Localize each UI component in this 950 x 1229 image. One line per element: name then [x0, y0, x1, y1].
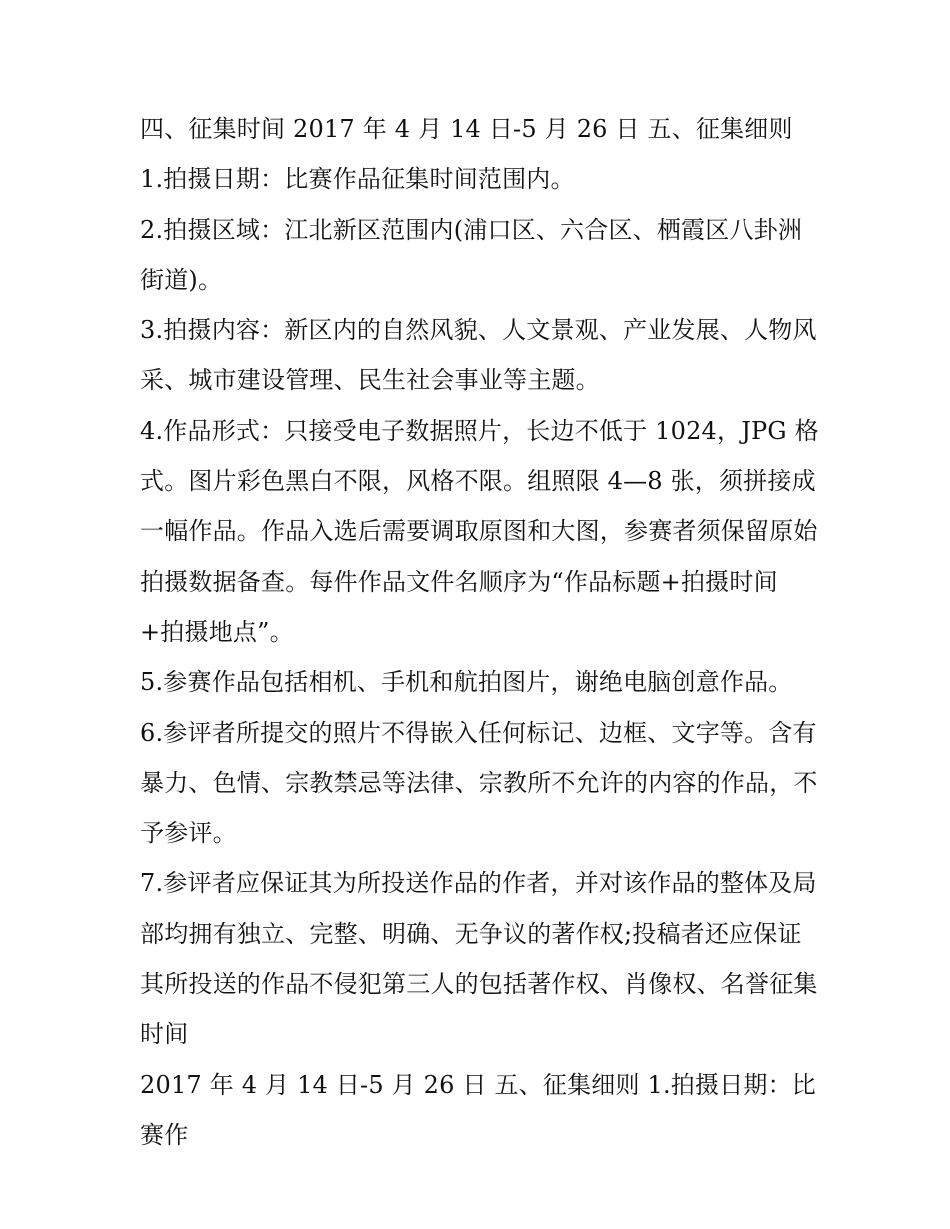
paragraph-repeated-time: 2017 年 4 月 14 日-5 月 26 日 五、征集细则 1.拍摄日期：比赛作 — [140, 1070, 816, 1149]
paragraph-content-restrictions: 6.参评者所提交的照片不得嵌入任何标记、边框、文字等。含有暴力、色情、宗教禁忌等法律、宗教所不允许的内容的作品，不予参评。 — [140, 718, 818, 848]
paragraph-work-sources: 5.参赛作品包括相机、手机和航拍图片，谢绝电脑创意作品。 — [140, 668, 793, 697]
paragraph-shooting-content: 3.拍摄内容：新区内的自然风貌、人文景观、产业发展、人物风采、城市建设管理、民生社会事业等主题。 — [140, 316, 817, 395]
paragraph-copyright: 7.参评者应保证其为所投送作品的作者，并对该作品的整体及局部均拥有独立、完整、明确、无争议的著作权;投稿者还应保证其所投送的作品不侵犯第三人的包括著作权、肖像权、名誉征集时间 — [140, 869, 818, 1049]
paragraph-work-format: 4.作品形式：只接受电子数据照片，长边不低于 1024，JPG 格式。图片彩色黑白不限，风格不限。组照限 4—8 张，须拼接成一幅作品。作品入选后需要调取原图和大图，参赛者须保留原始拍摄数据备查。每件作品文件名顺序为“作品标题+拍摄时间+拍摄地点”。 — [140, 416, 819, 646]
paragraph-collection-time: 四、征集时间 2017 年 4 月 14 日-5 月 26 日 五、征集细则 1.拍摄日期：比赛作品征集时间范围内。 — [140, 115, 793, 194]
document-body — [140, 104, 820, 1160]
paragraph-shooting-area: 2.拍摄区域：江北新区范围内(浦口区、六合区、栖霞区八卦洲街道)。 — [140, 215, 803, 294]
